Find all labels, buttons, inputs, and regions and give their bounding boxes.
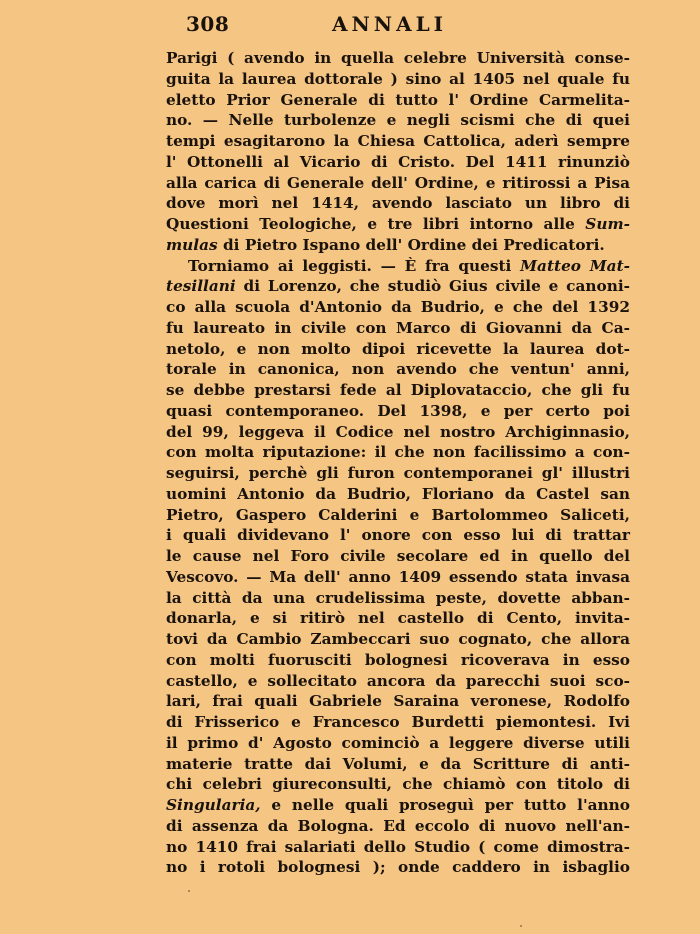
text-line bbox=[166, 69, 630, 90]
text-line bbox=[166, 650, 630, 671]
text-run: con molta riputazione: il che non facilissimo a con- bbox=[166, 443, 630, 462]
page-header bbox=[0, 10, 700, 40]
text-run: i quali dividevano l' onore con esso lui di trattar bbox=[166, 526, 630, 545]
print-speck bbox=[520, 925, 522, 927]
text-line bbox=[166, 193, 630, 214]
text-line bbox=[166, 256, 630, 277]
text-run: chi celebri giureconsulti, che chiamò con titolo di bbox=[166, 775, 630, 794]
text-run: no 1410 frai salariati dello Studio ( come dimostra- bbox=[166, 837, 630, 856]
text-run: Torniamo ai leggisti. — È fra questi bbox=[188, 256, 521, 275]
text-line bbox=[166, 214, 630, 235]
text-run: Vescovo. — Ma dell' anno 1409 essendo stata invasa bbox=[166, 567, 630, 586]
text-line bbox=[166, 235, 630, 256]
italic-text: Sum- bbox=[585, 215, 630, 233]
text-line bbox=[166, 339, 630, 360]
italic-text: Singularia, bbox=[166, 796, 261, 814]
text-line bbox=[166, 422, 630, 443]
text-line bbox=[166, 318, 630, 339]
text-run: uomini Antonio da Budrio, Floriano da Castel san bbox=[166, 484, 630, 503]
text-line bbox=[166, 525, 630, 546]
text-run: alla carica di Generale dell' Ordine, e ritirossi a Pisa bbox=[166, 173, 630, 192]
text-line bbox=[166, 754, 630, 775]
text-line bbox=[166, 442, 630, 463]
text-run: di assenza da Bologna. Ed eccolo di nuovo nell'an- bbox=[166, 816, 630, 835]
text-line bbox=[166, 359, 630, 380]
text-run: castello, e sollecitato ancora da parecchi suoi sco- bbox=[166, 671, 630, 690]
text-line bbox=[166, 152, 630, 173]
text-run: Pietro, Gaspero Calderini e Bartolommeo Saliceti, bbox=[166, 505, 630, 524]
text-run: fu laureato in civile con Marco di Giovanni da Ca- bbox=[166, 318, 630, 337]
text-line bbox=[166, 90, 630, 111]
text-run: le cause nel Foro civile secolare ed in quello del bbox=[166, 547, 630, 565]
text-run: torale in canonica, non avendo che ventun' anni, bbox=[166, 360, 630, 379]
print-speck bbox=[188, 890, 190, 892]
text-run: del 99, leggeva il Codice nel nostro Archiginnasio, bbox=[166, 422, 630, 441]
text-run: no i rotoli bolognesi ); onde caddero in isbaglio bbox=[166, 858, 630, 877]
text-run: co alla scuola d'Antonio da Budrio, e che del 1392 bbox=[166, 298, 630, 316]
text-run: di Lorenzo, che studiò Gius civile e canoni- bbox=[235, 277, 630, 296]
text-run: tovi da Cambio Zambeccari suo cognato, che allora bbox=[166, 630, 630, 648]
text-run: dove morì nel 1414, avendo lasciato un libro di bbox=[166, 194, 630, 213]
text-run: guita la laurea dottorale ) sino al 1405 nel quale fu bbox=[166, 69, 630, 88]
text-line bbox=[166, 463, 630, 484]
text-run: donarla, e si ritirò nel castello di Cento, invita- bbox=[166, 609, 630, 628]
text-line bbox=[166, 546, 630, 567]
paragraph bbox=[166, 256, 630, 879]
italic-text: Matteo Mat- bbox=[520, 256, 630, 275]
text-line bbox=[166, 816, 630, 837]
text-line bbox=[166, 733, 630, 754]
paragraph bbox=[166, 48, 630, 256]
text-line bbox=[166, 276, 630, 297]
text-line bbox=[166, 567, 630, 588]
text-run: di Pietro Ispano dell' Ordine dei Predicatori. bbox=[217, 235, 605, 254]
text-line bbox=[166, 380, 630, 401]
text-run: Parigi ( avendo in quella celebre Università conse- bbox=[166, 49, 630, 67]
text-line bbox=[166, 505, 630, 526]
running-title: ANNALI bbox=[332, 12, 448, 36]
text-line bbox=[166, 297, 630, 318]
text-line bbox=[166, 48, 630, 69]
text-run: netolo, e non molto dipoi ricevette la laurea dot- bbox=[166, 339, 630, 358]
text-run: la città da una crudelissima peste, dovette abban- bbox=[166, 588, 630, 607]
text-line bbox=[166, 588, 630, 609]
text-line bbox=[166, 131, 630, 152]
text-line bbox=[166, 401, 630, 422]
text-run: seguirsi, perchè gli furon contemporanei gl' illustri bbox=[166, 464, 630, 482]
text-line bbox=[166, 691, 630, 712]
text-run: di Frisserico e Francesco Burdetti piemontesi. Ivi bbox=[166, 713, 630, 731]
text-run: materie tratte dai Volumi, e da Scritture di anti- bbox=[166, 754, 630, 773]
italic-text: tesillani bbox=[166, 277, 236, 296]
text-run: eletto Prior Generale di tutto l' Ordine Carmelita- bbox=[166, 90, 630, 109]
text-run: il primo d' Agosto cominciò a leggere diverse utili bbox=[166, 733, 630, 752]
text-line bbox=[166, 484, 630, 505]
text-line bbox=[166, 837, 630, 858]
italic-text: mulas bbox=[166, 235, 218, 254]
text-line bbox=[166, 712, 630, 733]
text-line bbox=[166, 173, 630, 194]
text-run: lari, frai quali Gabriele Saraina veronese, Rodolfo bbox=[166, 692, 630, 711]
text-line bbox=[166, 110, 630, 131]
text-line bbox=[166, 608, 630, 629]
page-number: 308 bbox=[186, 12, 230, 36]
text-run: Questioni Teologiche, e tre libri intorno alle bbox=[166, 215, 586, 233]
text-run: e nelle quali proseguì per tutto l'anno bbox=[260, 796, 630, 814]
text-line bbox=[166, 629, 630, 650]
text-run: con molti fuorusciti bolognesi ricoverava in esso bbox=[166, 650, 630, 669]
text-line bbox=[166, 857, 630, 878]
text-run: se debbe prestarsi fede al Diplovataccio, che gli fu bbox=[166, 381, 630, 399]
text-line bbox=[166, 795, 630, 816]
body-text bbox=[166, 48, 630, 878]
text-run: no. — Nelle turbolenze e negli scismi che di quei bbox=[166, 111, 630, 130]
text-run: quasi contemporaneo. Del 1398, e per certo poi bbox=[166, 401, 630, 420]
text-run: l' Ottonelli al Vicario di Cristo. Del 1411 rinunziò bbox=[166, 152, 630, 171]
text-line bbox=[166, 671, 630, 692]
text-line bbox=[166, 774, 630, 795]
text-run: tempi esagitarono la Chiesa Cattolica, aderì sempre bbox=[166, 132, 630, 150]
